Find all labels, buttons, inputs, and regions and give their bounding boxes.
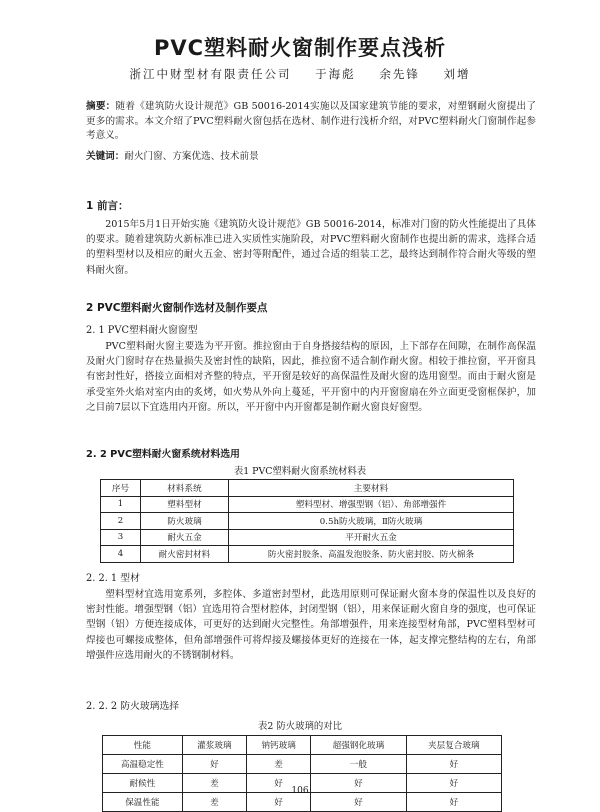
table-1-caption: 表1 PVC塑料耐火窗系统材料表 (233, 466, 367, 477)
keywords-label: 关键词： (86, 151, 125, 162)
table-cell: 塑料型材、增强型钢（铝）、角部增强件 (229, 496, 514, 513)
table-header-row (101, 480, 514, 497)
table-row (101, 513, 514, 530)
table-cell: 好 (406, 793, 501, 812)
section-1-heading: 1 前言： (86, 200, 129, 212)
table-cell: 0.5h防火玻璃，Ⅱ防火玻璃 (229, 513, 514, 530)
table-cell: 4 (101, 546, 141, 563)
table-header-cell: 钠钙玻璃 (247, 736, 311, 755)
table-cell: 好 (406, 774, 501, 793)
table-cell: 耐候性 (103, 774, 183, 793)
table-cell: 塑料型材 (141, 496, 229, 513)
section-2-2-1-heading: 2. 2. 1 型材 (86, 573, 140, 584)
table-cell: 好 (247, 774, 311, 793)
table-header-cell: 夹层复合玻璃 (406, 736, 501, 755)
author-name: 余先锋 (379, 67, 420, 81)
table-cell: 一般 (311, 755, 406, 774)
table-header-cell: 序号 (101, 480, 141, 497)
section-2-2-heading: 2. 2 PVC塑料耐火窗系统材料选用 (86, 449, 240, 460)
section-2-2-2-heading: 2. 2. 2 防火玻璃选择 (86, 701, 180, 712)
section-2-heading: 2 PVC塑料耐火窗制作选材及制作要点 (86, 302, 268, 314)
table-cell: 1 (101, 496, 141, 513)
table-cell: 好 (311, 793, 406, 812)
table-row (101, 496, 514, 513)
table-cell: 差 (182, 793, 246, 812)
table-row (103, 755, 502, 774)
table-header-cell: 超强钢化玻璃 (311, 736, 406, 755)
table-cell: 平开耐火五金 (229, 529, 514, 546)
page-number: 106 (291, 786, 309, 796)
table-header-cell: 灌浆玻璃 (182, 736, 246, 755)
table-header-cell: 性能 (103, 736, 183, 755)
abstract-label: 摘要： (86, 101, 116, 112)
keywords-text: 耐火门窗、方案优选、技术前景 (124, 151, 259, 162)
table-row (101, 529, 514, 546)
abstract-text: 随着《建筑防火设计规范》GB 50016-2014实施以及国家建筑节能的要求，对塑钢耐火窗提出了更多的需求。本文介绍了PVC塑料耐火窗包括在选材、制作进行浅析介绍，对PVC塑料耐火门窗制作起参考意义。 (86, 101, 536, 141)
table-cell: 好 (406, 755, 501, 774)
table-cell: 高温稳定性 (103, 755, 183, 774)
section-2-1-paragraph: PVC塑料耐火窗主要选为平开窗。推拉窗由于自身搭接结构的原因，上下部存在间隙，在制作高保温及耐火门窗时存在热量损失及密封性的缺陷，因此，推拉窗不适合制作耐火窗。相较于推拉窗，平开窗具有密封性好，搭接立面相对齐整的特点，平开窗是较好的高保温性及耐火窗的选用窗型。而由于耐火窗是承受室外火焰对室内由的炙烤，如火势从外向上蔓延，平开窗中的内开窗窗扇在外立面更受窗框保护，加之目前7层以下宜选用内开窗。所以，平开窗中内开窗都是制作耐火窗良好窗型。 (86, 341, 536, 413)
section-2-1-heading: 2. 1 PVC塑料耐火窗窗型 (86, 325, 198, 336)
table-cell: 耐火密封材料 (141, 546, 229, 563)
table-cell: 耐火五金 (141, 529, 229, 546)
table-cell: 防火玻璃 (141, 513, 229, 530)
table-2-caption: 表2 防火玻璃的对比 (258, 721, 342, 732)
section-1-paragraph: 2015年5月1日开始实施《建筑防火设计规范》GB 50016-2014，标准对门窗的防火性能提出了具体的要求。随着建筑防火新标准已进入实质性实施阶段，对PVC塑料耐火窗制作也提出新的需求，选择合适的塑料型材以及相应的耐火五金、密封等附配件，通过合适的组装工艺，最终达到制作符合耐火等级的塑料耐火窗。 (86, 219, 536, 276)
table-header-cell: 主要材料 (229, 480, 514, 497)
abstract (86, 100, 536, 144)
article-title: PVC塑料耐火窗制作要点浅析 (153, 36, 447, 60)
table-cell: 好 (311, 774, 406, 793)
table-header-row (103, 736, 502, 755)
authors-line (0, 66, 600, 82)
materials-table (100, 479, 514, 563)
table-cell: 3 (101, 529, 141, 546)
author-name: 于海彪 (315, 67, 356, 81)
table-cell: 差 (182, 774, 246, 793)
table-cell: 差 (247, 755, 311, 774)
author-name: 刘增 (443, 67, 471, 81)
table-cell: 好 (247, 793, 311, 812)
table-cell: 2 (101, 513, 141, 530)
author-organization: 浙江中财型材有限责任公司 (129, 67, 292, 81)
table-header-cell: 材料系统 (141, 480, 229, 497)
section-2-2-1-paragraph: 塑料型材宜选用宽系列，多腔体、多道密封型材，此选用原则可保证耐火窗本身的保温性以及良好的密封性能。增强型钢（铝）宜选用符合型材腔体，封闭型钢（铝），用来保证耐火窗自身的强度，也可保证型钢（铝）方便连接成体，可更好的达到耐火完整性。角部增强件，用来连接型材角部，PVC塑料型材可焊接也可螺接成整体，但角部增强件可将焊接及螺接体更好的连接在一体，起支撑完整结构的左右，角部增强件应选用耐火的不锈钢制材料。 (86, 589, 536, 661)
table-cell: 防火密封胶条、高温发泡胶条、防火密封胶、防火棉条 (229, 546, 514, 563)
table-cell: 好 (182, 755, 246, 774)
keywords (86, 150, 536, 164)
table-row (101, 546, 514, 563)
table-cell: 保温性能 (103, 793, 183, 812)
glass-comparison-table (102, 735, 502, 812)
